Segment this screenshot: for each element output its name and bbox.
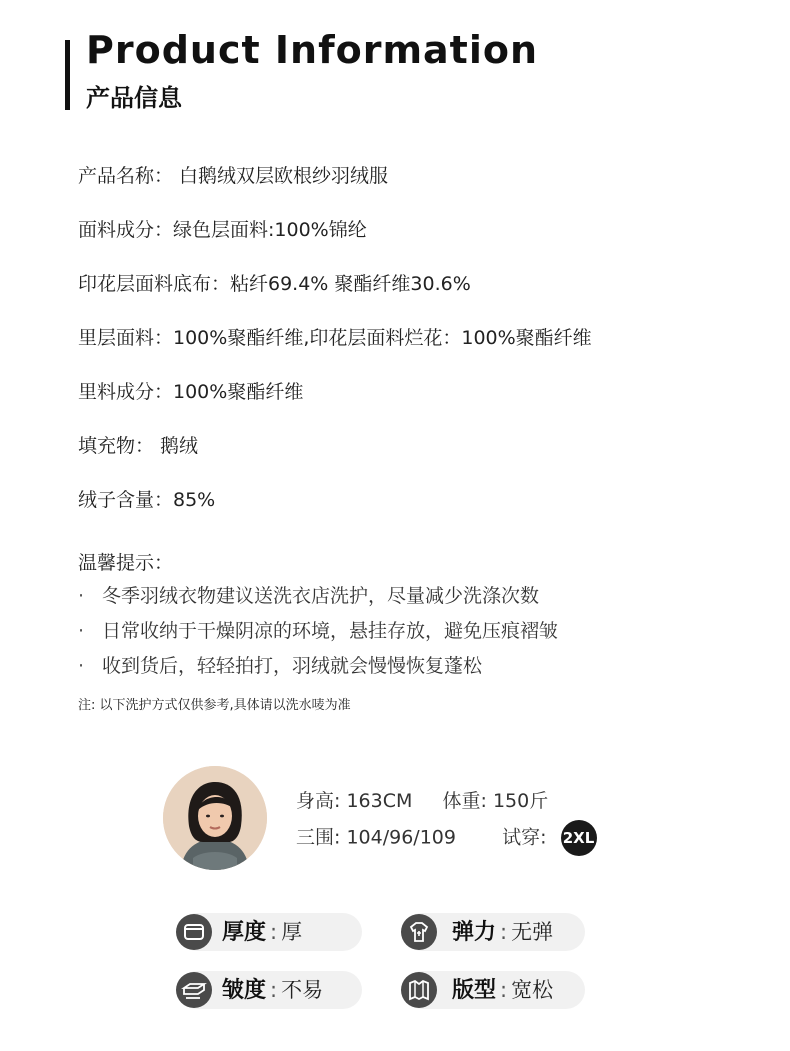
elasticity-icon	[401, 914, 437, 950]
tips-list	[78, 582, 558, 687]
info-row-filling: 填充物： 鹅绒	[78, 435, 199, 457]
attr-separator: :	[500, 920, 508, 944]
attr-label: 皱度	[222, 978, 267, 1003]
model-avatar	[163, 766, 267, 870]
measure-label: 三围:	[296, 826, 341, 849]
tip-item	[78, 652, 558, 687]
wrinkle-icon	[176, 972, 212, 1008]
size-badge: 2XL	[561, 820, 597, 856]
attr-separator: :	[270, 920, 278, 944]
info-row-lining: 里料成分：100%聚酯纤维	[78, 381, 304, 403]
attr-thickness	[222, 913, 302, 952]
tip-item	[78, 582, 558, 617]
measure-value: 104/96/109	[346, 826, 456, 849]
header-accent-bar	[65, 40, 70, 110]
info-row-print-base: 印花层面料底布：粘纤69.4% 聚酯纤维30.6%	[78, 273, 471, 295]
page-subtitle: 产品信息	[86, 84, 182, 112]
tip-text: 冬季羽绒衣物建议送洗衣店洗护，尽量减少洗涤次数	[102, 585, 540, 607]
model-stats-line-2	[296, 820, 597, 856]
attr-value: 厚	[281, 920, 303, 944]
attr-value: 无弹	[511, 920, 554, 944]
bullet-icon: ·	[78, 620, 85, 642]
height-label: 身高:	[296, 790, 341, 812]
care-note: 注: 以下洗护方式仅供参考,具体请以洗水唛为准	[78, 698, 351, 713]
info-row-name: 产品名称： 白鹅绒双层欧根纱羽绒服	[78, 165, 389, 187]
attr-label: 版型	[452, 978, 497, 1003]
weight-label: 体重:	[442, 790, 487, 812]
tips-title: 温馨提示：	[78, 552, 174, 574]
attr-label: 厚度	[222, 920, 267, 945]
tip-text: 收到货后，轻轻拍打，羽绒就会慢慢恢复蓬松	[102, 655, 483, 677]
info-row-down-content: 绒子含量：85%	[78, 489, 216, 511]
bullet-icon: ·	[78, 655, 85, 677]
tryon-label: 试穿:	[502, 826, 547, 849]
thickness-icon	[176, 914, 212, 950]
model-portrait-image	[163, 766, 267, 870]
attr-value: 宽松	[511, 978, 554, 1002]
attr-separator: :	[500, 978, 508, 1002]
attr-value: 不易	[281, 978, 324, 1002]
info-row-fabric: 面料成分：绿色层面料:100%锦纶	[78, 219, 367, 241]
info-row-inner-fabric: 里层面料：100%聚酯纤维,印花层面料烂花：100%聚酯纤维	[78, 327, 592, 349]
tip-item	[78, 617, 558, 652]
page-title: Product Information	[86, 28, 539, 72]
fit-icon	[401, 972, 437, 1008]
attr-fit	[452, 971, 553, 1010]
height-value: 163CM	[346, 790, 413, 812]
weight-value: 150斤	[492, 790, 549, 812]
attr-label: 弹力	[452, 920, 497, 945]
attr-wrinkle	[222, 971, 323, 1010]
bullet-icon: ·	[78, 585, 85, 607]
attr-separator: :	[270, 978, 278, 1002]
attr-elasticity	[452, 913, 553, 952]
model-stats-line-1	[296, 786, 548, 813]
tip-text: 日常收纳于干燥阴凉的环境，悬挂存放，避免压痕褶皱	[102, 620, 559, 642]
product-info-list	[78, 160, 592, 538]
